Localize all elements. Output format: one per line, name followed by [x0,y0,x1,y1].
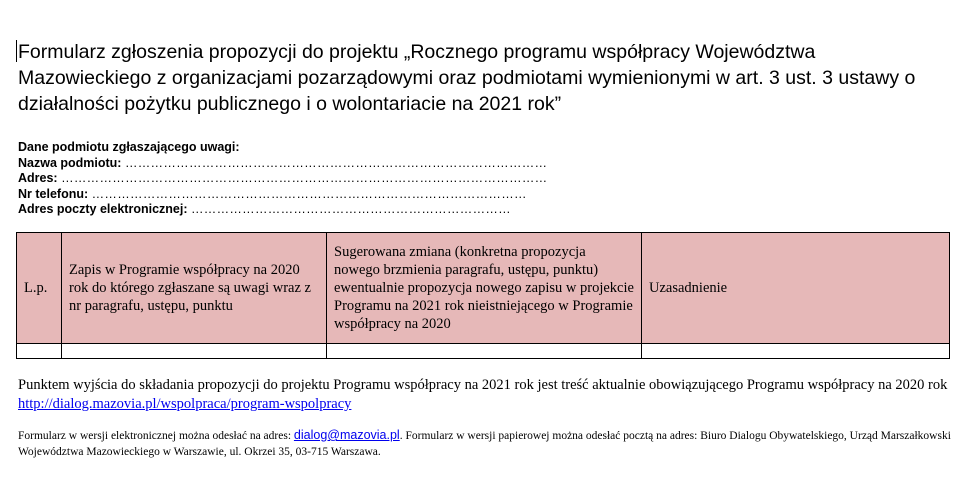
submission-info [18,428,953,460]
text-cursor [16,40,17,62]
field-dots: ………………………………………………………………… [190,202,511,216]
field-dots: …………………………………………………………………………………………………… [61,171,548,185]
header-lp: L.p. [17,233,62,344]
footer-note [18,376,953,414]
field-label: Adres: [18,171,58,185]
submission-info-text: Formularz w wersji elektronicznej można odesłać na adres: [18,430,294,442]
table-cell-suggested-change[interactable] [327,344,642,359]
header-justification: Uzasadnienie [642,233,950,344]
field-label: Nr telefonu: [18,186,89,201]
table-header-row [17,233,950,344]
field-label: Nazwa podmiotu: [18,155,122,170]
table-row [17,344,950,359]
header-suggested-change: Sugerowana zmiana (konkretna propozycja nowego brzmienia paragrafu, ustępu, punktu) ewentualnie propozycja nowego zapisu w projekcie Programu na 2021 rok nieistniejącego w Programie współpracy na 2020 [327,233,642,344]
table-cell-justification[interactable] [642,344,950,359]
field-email[interactable] [18,202,547,218]
proposals-table [16,232,950,359]
field-label: Adres poczty elektronicznej: [18,202,188,216]
submitter-details [18,140,547,218]
submission-info-address: . Formularz w wersji papierowej można odesłać pocztą na adres: Biuro Dialogu Obywatelskiego, Urząd Marszałkowski Województwa Mazowieckiego w Warszawie, ul. Okrzei 35, 03-715 Warszawa. [18,430,951,458]
program-link[interactable]: http://dialog.mazovia.pl/wspolpraca/program-wspolpracy [18,396,352,412]
email-link[interactable]: dialog@mazovia.pl [293,428,400,442]
footer-note-text: Punktem wyjścia do składania propozycji do projektu Programu współpracy na 2021 rok jest treść aktualnie obowiązującego Programu współpracy na 2020 rok [18,377,948,393]
table-cell-current-provision[interactable] [62,344,327,359]
table-cell-lp[interactable] [17,344,62,359]
header-current-provision: Zapis w Programie współpracy na 2020 rok do którego zgłaszane są uwagi wraz z nr paragrafu, ustępu, punktu [62,233,327,344]
field-dots: ……………………………………………………………………………………… [124,155,548,170]
submitter-heading: Dane podmiotu zgłaszającego uwagi: [18,140,240,154]
field-phone[interactable] [18,187,547,203]
field-dots: ………………………………………………………………………………………… [91,186,527,201]
field-address[interactable] [18,171,547,187]
form-title: Formularz zgłoszenia propozycji do projektu „Rocznego programu współpracy Województwa Mazowieckiego z organizacjami pozarządowymi oraz podmiotami wymienionymi w art. 3 ust. 3 ustawy o działalności pożytku publicznego i o wolontariacie na 2021 rok” [18,41,916,115]
field-entity-name[interactable] [18,156,547,172]
